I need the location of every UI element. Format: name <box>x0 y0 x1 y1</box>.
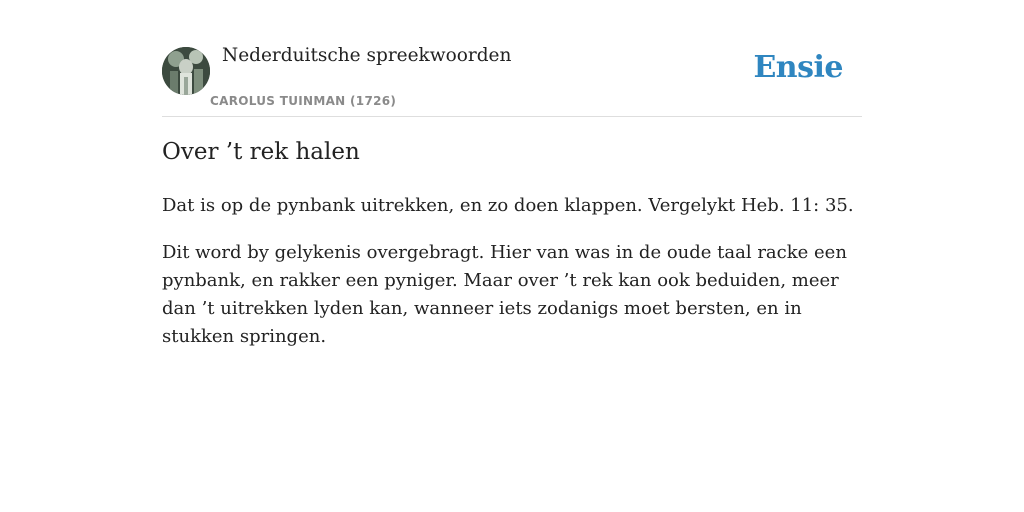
entry-body <box>162 192 862 370</box>
entry-paragraph: Dit word by gelykenis overgebragt. Hier van was in de oude taal racke een pynbank, en rakker een pyniger. Maar over ’t rek kan ook beduiden, meer dan ’t uitrekken lyden kan, wanneer iets zodanigs moet bersten, en in stukken springen. <box>162 242 847 347</box>
header <box>162 0 862 117</box>
author-avatar[interactable] <box>162 47 210 95</box>
author-portrait-icon <box>162 47 210 95</box>
brand-logo[interactable]: Ensie <box>753 50 843 85</box>
book-title[interactable]: Nederduitsche spreekwoorden <box>222 45 512 66</box>
author-name[interactable]: CAROLUS TUINMAN (1726) <box>210 94 397 108</box>
entry-paragraph: Dat is op de pynbank uitrekken, en zo doen klappen. Vergelykt Heb. 11: 35. <box>162 195 854 216</box>
entry-title: Over ’t rek halen <box>162 139 360 165</box>
